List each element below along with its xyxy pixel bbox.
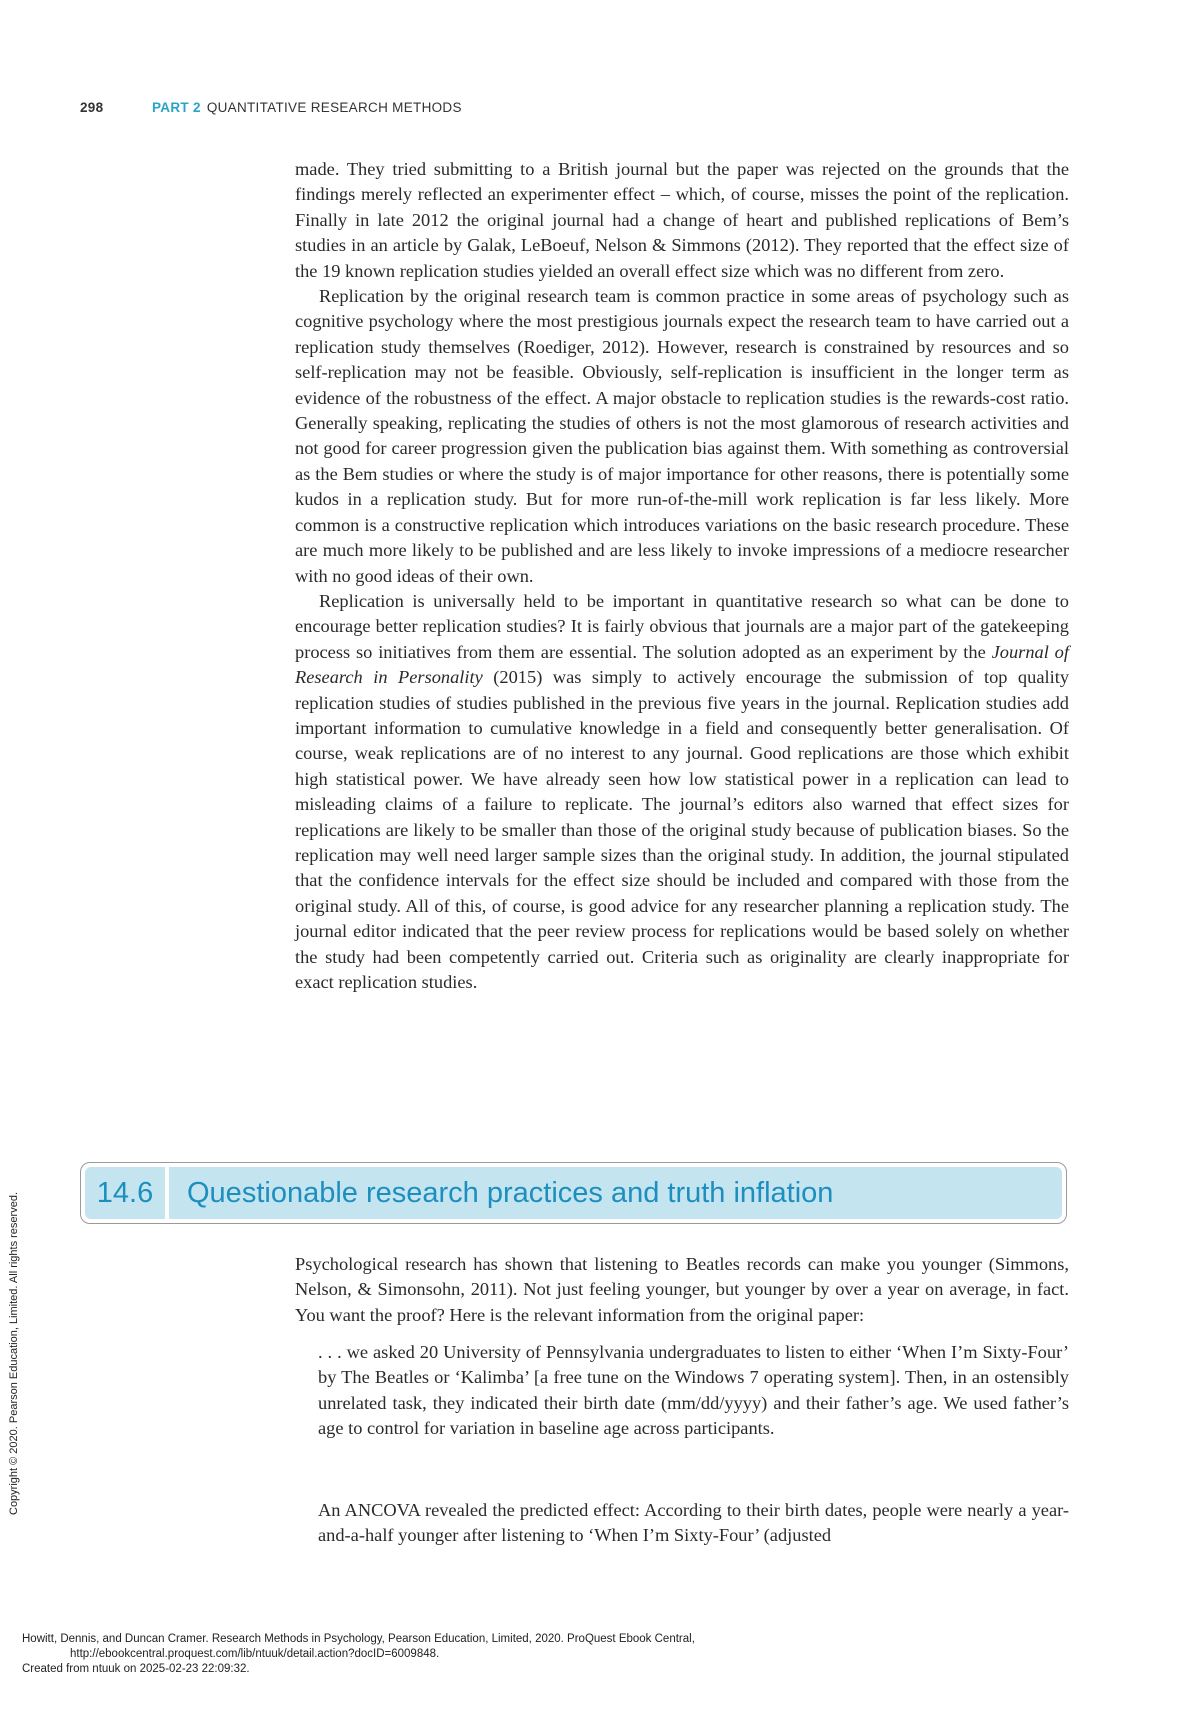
paragraph-text-part1: Replication is universally held to be important in quantitative research so what can be done to encourage better replication studies? It is fairly obvious that journals are a major part of the gatekeeping process so initiatives from them are essential. The solution adopted as an experiment by the: [295, 590, 1069, 662]
section-title: Questionable research practices and truth inflation: [169, 1167, 1062, 1219]
created-from-line: Created from ntuuk on 2025-02-23 22:09:32.: [22, 1663, 250, 1675]
paragraph-beatles: Psychological research has shown that listening to Beatles records can make you younger (Simmons, Nelson, & Simonsohn, 2011). Not just feeling younger, but younger by over a year on average, in fact. You want the proof? Here is the relevant information from the original paper:: [295, 1254, 1069, 1325]
block-quote: [318, 1340, 1069, 1442]
page-number: 298: [80, 100, 104, 115]
paragraph-text-part2: (2015) was simply to actively encourage the submission of top quality replication studies of studies published in the previous five years in the journal. Replication studies add important information to cumulative knowledge in a field and consequently better generalisation. Of course, weak replications are of no interest to any journal. Good replications are those which exhibit high statistical power. We have already seen how low statistical power in a replication can lead to misleading claims of a failure to replicate. The journal’s editors also warned that effect sizes for replications are likely to be smaller than those of the original study because of publication biases. So the replication may well need larger sample sizes than the original study. In addition, the journal stipulated that the confidence intervals for the effect size should be included and compared with those from the original study. All of this, of course, is good advice for any researcher planning a replication study. The journal editor indicated that the peer review process for replications would be based solely on whether the study had been competently carried out. Criteria such as originality are clearly inappropriate for exact replication studies.: [295, 667, 1070, 992]
running-head: [80, 100, 462, 115]
citation-link[interactable]: http://ebookcentral.proquest.com/lib/ntuuk/detail.action?docID=6009848.: [70, 1648, 440, 1660]
part-title: QUANTITATIVE RESEARCH METHODS: [206, 100, 462, 115]
paragraph-replication-team: Replication by the original research team is common practice in some areas of psychology such as cognitive psychology where the most prestigious journals expect the research team to have carried out a replication study themselves (Roediger, 2012). However, research is constrained by resources and so self-replication may not be feasible. Obviously, self-replication is insufficient in the longer term as evidence of the robustness of the effect. A major obstacle to replication studies is the rewards-cost ratio. Generally speaking, replicating the studies of others is not the most glamorous of research activities and not good for career progression given the publication bias against them. With something as controversial as the Bem studies or where the study is of major importance for other reasons, there is potentially some kudos in a replication study. But for more run-of-the-mill work replication is far less likely. More common is a constructive replication which introduces variations on the basic research procedure. These are much more likely to be published and are less likely to invoke impressions of a mediocre researcher with no good ideas of their own.: [295, 286, 1069, 586]
paragraph-replication-journals: [295, 589, 1069, 996]
part-label: PART 2: [152, 100, 201, 115]
body-text-upper: [295, 157, 1069, 995]
body-text-lower: [295, 1252, 1069, 1328]
journal-title: Journal of Research in Personality: [295, 641, 1069, 688]
page-footer: [22, 1632, 695, 1677]
side-copyright-notice: Copyright © 2020. Pearson Education, Limited. All rights reserved.: [8, 1192, 20, 1515]
quote-paragraph: . . . we asked 20 University of Pennsylvania undergraduates to listen to either ‘When I’m Sixty-Four’ by The Beatles or ‘Kalimba’ [a free tune on the Windows 7 operating system]. Then, in an ostensibly unrelated task, they indicated their birth date (mm/dd/yyyy) and their father’s age. We used father’s age to control for variation in baseline age across participants.: [318, 1342, 1069, 1439]
quote-paragraph: An ANCOVA revealed the predicted effect: According to their birth dates, people were nearly a year-and-a-half younger after listening to ‘When I’m Sixty-Four’ (adjusted: [318, 1500, 1069, 1546]
section-heading-banner: [80, 1162, 1067, 1224]
citation-line: Howitt, Dennis, and Duncan Cramer. Research Methods in Psychology, Pearson Education, Limited, 2020. ProQuest Ebook Central,: [22, 1633, 695, 1645]
section-number: 14.6: [85, 1167, 165, 1219]
block-quote: [318, 1498, 1069, 1549]
paragraph-continued: made. They tried submitting to a British journal but the paper was rejected on the grounds that the findings merely reflected an experimenter effect – which, of course, misses the point of the replication. Finally in late 2012 the original journal had a change of heart and published replications of Bem’s studies in an article by Galak, LeBoeuf, Nelson & Simmons (2012). They reported that the effect size of the 19 known replication studies yielded an overall effect size which was no different from zero.: [295, 159, 1069, 281]
